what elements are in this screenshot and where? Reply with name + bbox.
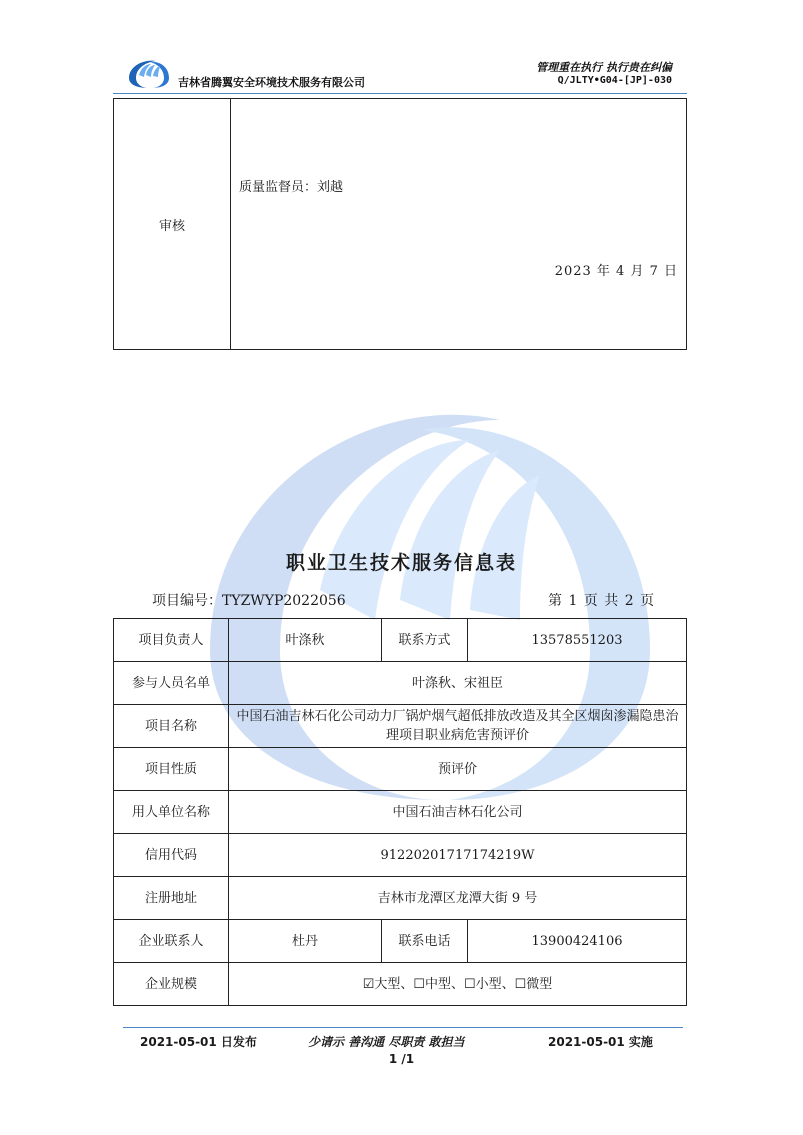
form-title: 职业卫生技术服务信息表 [285,552,517,574]
table-row [114,791,687,834]
company-logo-icon [126,56,172,90]
info-table [113,618,687,1006]
table-row [114,662,687,705]
scale-label: 企业规模 [114,963,229,1006]
project-nature-label: 项目性质 [114,748,229,791]
page-number: 1 /1 [388,1052,415,1066]
credit-code-label: 信用代码 [114,834,229,877]
members-value: 叶涤秋、宋祖臣 [229,662,687,705]
footer-slogan: 少请示 善沟通 尽职责 敢担当 [308,1035,465,1049]
project-name-value: 中国石油吉林石化公司动力厂锅炉烟气超低排放改造及其全区烟囱渗漏隐患治理项目职业病危害预评价 [229,705,687,748]
table-row [114,834,687,877]
company-name: 吉林省腾翼安全环境技术服务有限公司 [178,76,365,89]
project-number: 项目编号：TYZWYP2022056 [152,593,346,609]
table-row [114,705,687,748]
address-value: 吉林市龙潭区龙潭大街 9 号 [229,877,687,920]
quality-supervisor: 质量监督员：刘越 [239,180,344,195]
header-divider [113,93,687,94]
members-label: 参与人员名单 [114,662,229,705]
effective-date: 2021-05-01 实施 [548,1035,653,1049]
document-number: Q/JLTY•G04-[JP]-030 [557,75,672,86]
scale-value: ☑大型、☐中型、☐小型、☐微型 [229,963,687,1006]
contact-label: 联系方式 [382,619,468,662]
review-body [231,99,687,350]
employer-value: 中国石油吉林石化公司 [229,791,687,834]
credit-code-value: 91220201717174219W [229,834,687,877]
table-row [114,963,687,1006]
leader-label: 项目负责人 [114,619,229,662]
review-table [113,98,687,350]
table-row [114,748,687,791]
address-label: 注册地址 [114,877,229,920]
table-row [114,920,687,963]
issue-date: 2021-05-01 日发布 [140,1035,257,1049]
phone-value: 13900424106 [468,920,687,963]
contact-value: 13578551203 [468,619,687,662]
header-motto: 管理重在执行 执行贵在纠偏 [536,61,672,74]
page-header [126,50,686,92]
project-name-label: 项目名称 [114,705,229,748]
employer-label: 用人单位名称 [114,791,229,834]
enterprise-contact-label: 企业联系人 [114,920,229,963]
project-nature-value: 预评价 [229,748,687,791]
review-label: 审核 [114,99,231,350]
enterprise-contact-value: 杜丹 [229,920,382,963]
leader-value: 叶涤秋 [229,619,382,662]
review-date: 2023 年 4 月 7 日 [554,264,678,279]
table-row [114,619,687,662]
page-info: 第 1 页 共 2 页 [548,593,656,609]
table-row [114,877,687,920]
phone-label: 联系电话 [382,920,468,963]
footer-divider [123,1027,683,1028]
